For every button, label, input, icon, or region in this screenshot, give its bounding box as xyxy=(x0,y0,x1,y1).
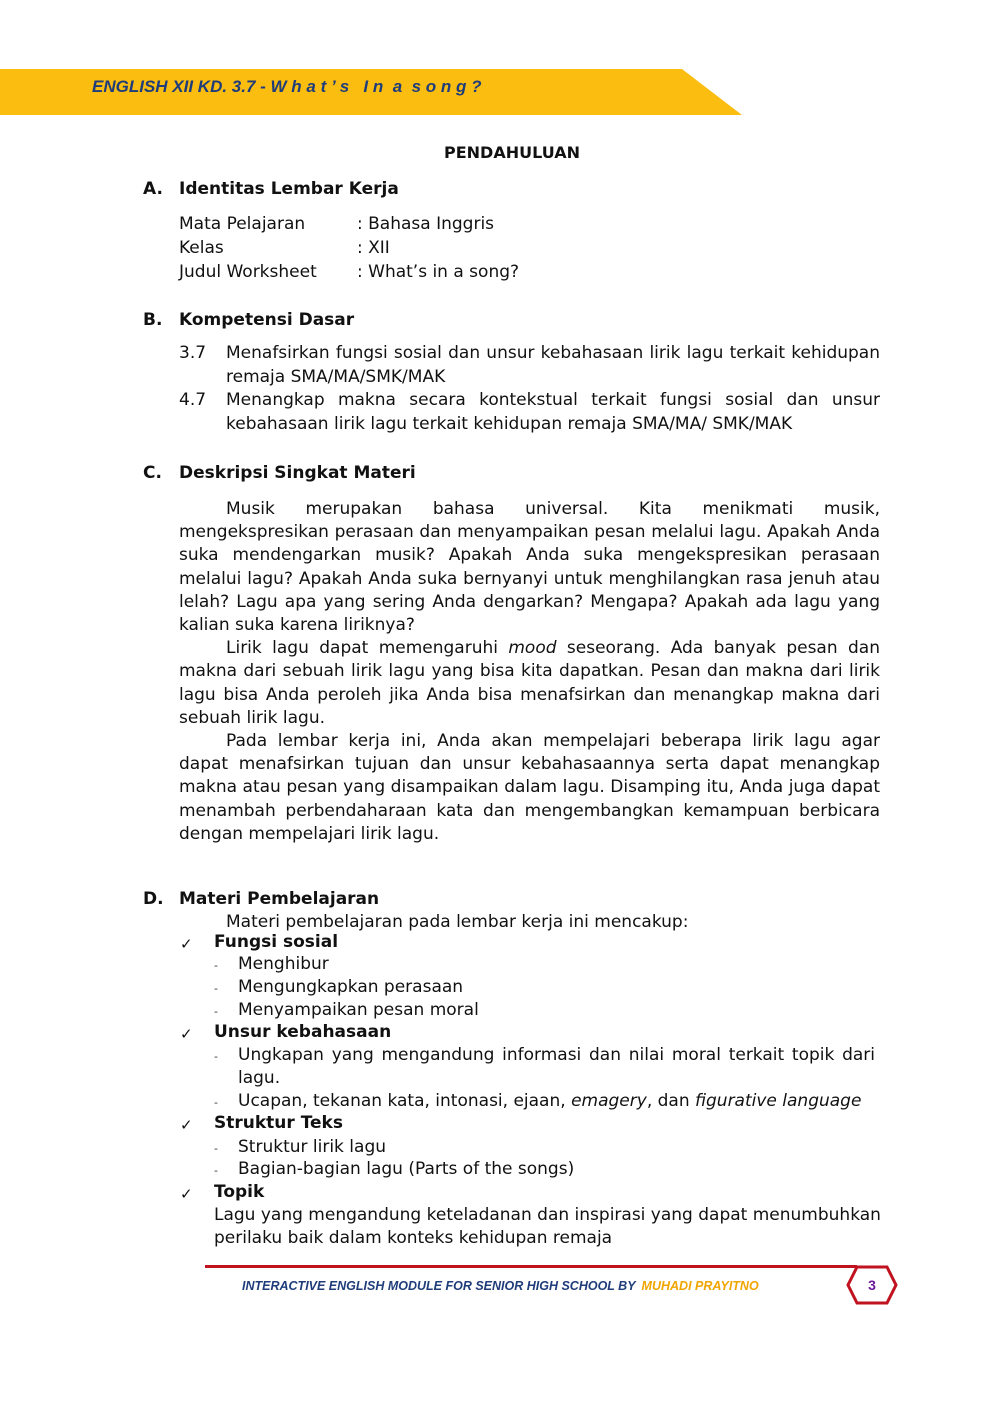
footer-divider xyxy=(205,1265,857,1268)
dash-icon: - xyxy=(214,1142,218,1155)
page-title: PENDAHULUAN xyxy=(444,143,580,162)
section-d-heading: D. Materi Pembelajaran xyxy=(143,889,380,909)
materi-intro: Materi pembelajaran pada lembar kerja ini mencakup: xyxy=(226,912,689,932)
description-paragraph: Pada lembar kerja ini, Anda akan mempelajari beberapa lirik lagu agar dapat menafsirkan tujuan dan unsur kebahasaannya serta dapat menangkap makna atau pesan yang disampaikan dalam lagu. Disamping itu, Anda juga dapat menambah perbendaharaan kata dan mengembangkan kemampuan berbicara dengan mempelajari lirik lagu. xyxy=(179,731,880,844)
section-b-heading: B. Kompetensi Dasar xyxy=(143,310,355,330)
list-item: Menyampaikan pesan moral xyxy=(238,1000,479,1020)
section-a-heading: A. Identitas Lembar Kerja xyxy=(143,179,399,199)
identity-row: Mata Pelajaran : Bahasa Inggris xyxy=(179,214,495,234)
section-c-heading: C. Deskripsi Singkat Materi xyxy=(143,463,416,483)
check-icon: ✓ xyxy=(180,1025,193,1043)
unsur-kebahasaan-heading: Unsur kebahasaan xyxy=(214,1022,392,1042)
kompetensi-item: 3.7 Menafsirkan fungsi sosial dan unsur kebahasaan lirik lagu terkait kehidupan remaja SMA/MA/SMK/MAK xyxy=(179,343,880,387)
description-paragraph: Lirik lagu dapat memengaruhi mood seseorang. Ada banyak pesan dan makna dari sebuah lirik lagu yang bisa kita dapatkan. Pesan dan makna dari lirik lagu bisa Anda peroleh jika Anda bisa menafsirkan dan menangkap makna dari sebuah lirik lagu. xyxy=(179,638,880,728)
topik-heading: Topik xyxy=(214,1182,265,1202)
dash-icon: - xyxy=(214,1005,218,1018)
page-number-badge xyxy=(846,1265,898,1305)
topik-text: Lagu yang mengandung keteladanan dan inspirasi yang dapat menumbuhkan perilaku baik dalam konteks kehidupan remaja xyxy=(214,1205,881,1248)
page-number: 3 xyxy=(868,1277,876,1293)
list-item: Ungkapan yang mengandung informasi dan nilai moral terkait topik dari lagu. xyxy=(238,1045,875,1088)
identity-row: Judul Worksheet : What’s in a song? xyxy=(179,262,520,282)
list-item: Bagian-bagian lagu (Parts of the songs) xyxy=(238,1159,575,1179)
dash-icon: - xyxy=(214,1096,218,1109)
identity-table xyxy=(179,212,519,284)
fungsi-sosial-heading: Fungsi sosial xyxy=(214,932,339,952)
dash-icon: - xyxy=(214,1164,218,1177)
list-item: Mengungkapkan perasaan xyxy=(238,977,464,997)
check-icon: ✓ xyxy=(180,1185,193,1203)
description-paragraph: Musik merupakan bahasa universal. Kita menikmati musik, mengekspresikan perasaan dan menyampaikan pesan melalui lagu. Apakah Anda suka mendengarkan musik? Apakah Anda suka mengekspresikan perasaan melalui lagu? Apakah Anda suka bernyanyi untuk menghilangkan rasa jenuh atau lelah? Lagu apa yang sering Anda dengarkan? Mengapa? Apakah ada lagu yang kalian suka karena liriknya? xyxy=(179,499,880,636)
check-icon: ✓ xyxy=(180,1116,193,1134)
header-title: ENGLISH XII KD. 3.7 - W h a t ’ s I n a s o n g ? xyxy=(92,77,482,96)
dash-icon: - xyxy=(214,959,218,972)
kompetensi-item: 4.7 Menangkap makna secara kontekstual terkait fungsi sosial dan unsur kebahasaan lirik lagu terkait kehidupan remaja SMA/MA/ SMK/MAK xyxy=(179,390,880,434)
dash-icon: - xyxy=(214,1050,218,1063)
dash-icon: - xyxy=(214,982,218,995)
struktur-teks-heading: Struktur Teks xyxy=(214,1113,343,1133)
list-item: Struktur lirik lagu xyxy=(238,1137,387,1157)
check-icon: ✓ xyxy=(180,935,193,953)
footer-author: MUHADI PRAYITNO xyxy=(641,1279,759,1293)
identity-row: Kelas : XII xyxy=(179,238,390,258)
list-item: Ucapan, tekanan kata, intonasi, ejaan, emagery, dan figurative language xyxy=(238,1091,862,1111)
list-item: Menghibur xyxy=(238,954,329,974)
description-text xyxy=(179,498,880,846)
footer-credit: INTERACTIVE ENGLISH MODULE FOR SENIOR HIGH SCHOOL BY MUHADI PRAYITNO xyxy=(242,1279,759,1293)
kompetensi-list xyxy=(179,342,880,436)
